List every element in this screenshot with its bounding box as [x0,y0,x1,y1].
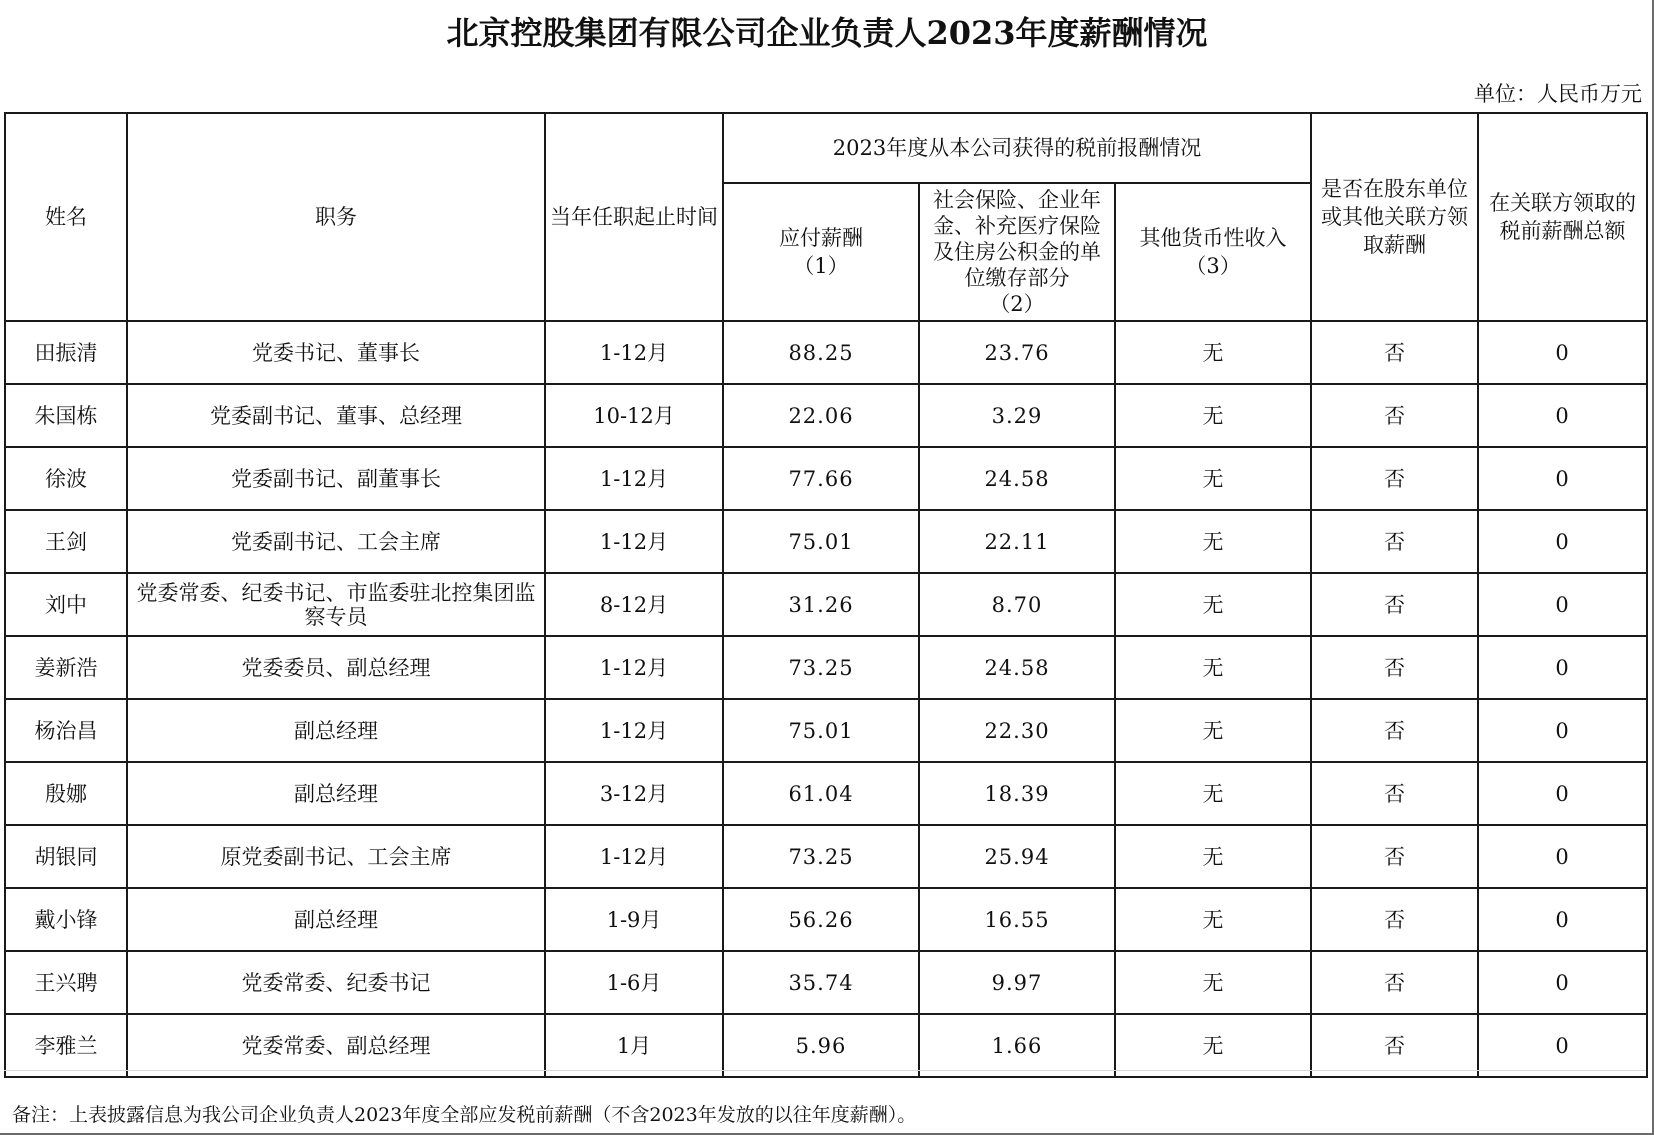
cell-name: 王兴聘 [5,951,127,1014]
cell-related-total: 0 [1478,951,1647,1014]
cell-other-income: 无 [1115,636,1311,699]
cell-related-party: 否 [1311,951,1478,1014]
cell-name: 王剑 [5,510,127,573]
cell-name: 戴小锋 [5,888,127,951]
header-related-total: 在关联方领取的税前薪酬总额 [1478,113,1647,321]
cell-term: 3-12月 [545,762,723,825]
cell-salary: 61.04 [723,762,919,825]
cell-salary: 75.01 [723,699,919,762]
cell-related-party: 否 [1311,699,1478,762]
cell-related-party: 否 [1311,447,1478,510]
cell-position: 党委常委、纪委书记 [127,951,545,1014]
cell-related-total: 0 [1478,510,1647,573]
cell-other-income: 无 [1115,888,1311,951]
cell-position: 党委书记、董事长 [127,321,545,384]
cell-related-party: 否 [1311,636,1478,699]
cell-related-total: 0 [1478,447,1647,510]
cell-term: 1-12月 [545,699,723,762]
cell-name: 田振清 [5,321,127,384]
cell-other-income: 无 [1115,510,1311,573]
header-name: 姓名 [5,113,127,321]
cell-salary: 88.25 [723,321,919,384]
cell-position: 副总经理 [127,762,545,825]
table-row [5,1014,1647,1077]
header-position: 职务 [127,113,545,321]
cell-related-party: 否 [1311,384,1478,447]
header-salary: 应付薪酬 （1） [723,183,919,321]
table-row [5,510,1647,573]
cell-related-total: 0 [1478,699,1647,762]
footnote: 备注：上表披露信息为我公司企业负责人2023年度全部应发税前薪酬（不含2023年发放的以往年度薪酬）。 [12,1104,917,1126]
cell-name: 李雅兰 [5,1014,127,1077]
cell-position: 副总经理 [127,699,545,762]
cell-related-party: 否 [1311,762,1478,825]
cell-insurance: 23.76 [919,321,1115,384]
cell-position: 党委委员、副总经理 [127,636,545,699]
cell-name: 殷娜 [5,762,127,825]
cell-name: 徐波 [5,447,127,510]
cell-insurance: 22.30 [919,699,1115,762]
cell-salary: 22.06 [723,384,919,447]
cell-position: 党委常委、副总经理 [127,1014,545,1077]
compensation-table [4,112,1648,1078]
cell-salary: 35.74 [723,951,919,1014]
cell-position: 原党委副书记、工会主席 [127,825,545,888]
cell-insurance: 24.58 [919,447,1115,510]
cell-related-total: 0 [1478,888,1647,951]
cell-term: 1-12月 [545,321,723,384]
table-row [5,888,1647,951]
cell-related-total: 0 [1478,384,1647,447]
cell-term: 1-9月 [545,888,723,951]
header-group: 2023年度从本公司获得的税前报酬情况 [723,113,1311,183]
cell-related-party: 否 [1311,1014,1478,1077]
cell-term: 8-12月 [545,573,723,636]
cell-other-income: 无 [1115,447,1311,510]
cell-related-party: 否 [1311,510,1478,573]
note-divider [4,1070,1646,1071]
cell-name: 杨治昌 [5,699,127,762]
cell-related-total: 0 [1478,636,1647,699]
cell-term: 1-12月 [545,825,723,888]
table-row [5,321,1647,384]
cell-term: 10-12月 [545,384,723,447]
cell-name: 朱国栋 [5,384,127,447]
unit-label: 单位：人民币万元 [1474,82,1642,106]
cell-position: 副总经理 [127,888,545,951]
cell-insurance: 22.11 [919,510,1115,573]
table-row [5,699,1647,762]
cell-related-total: 0 [1478,573,1647,636]
table-row [5,762,1647,825]
cell-salary: 77.66 [723,447,919,510]
cell-position: 党委副书记、副董事长 [127,447,545,510]
cell-name: 姜新浩 [5,636,127,699]
cell-salary: 73.25 [723,636,919,699]
cell-other-income: 无 [1115,762,1311,825]
table-row [5,951,1647,1014]
cell-related-total: 0 [1478,1014,1647,1077]
cell-related-total: 0 [1478,762,1647,825]
cell-name: 胡银同 [5,825,127,888]
cell-other-income: 无 [1115,573,1311,636]
cell-other-income: 无 [1115,699,1311,762]
cell-position: 党委副书记、工会主席 [127,510,545,573]
table-row [5,384,1647,447]
cell-insurance: 9.97 [919,951,1115,1014]
cell-related-party: 否 [1311,888,1478,951]
cell-salary: 5.96 [723,1014,919,1077]
cell-related-total: 0 [1478,825,1647,888]
cell-related-party: 否 [1311,573,1478,636]
cell-insurance: 18.39 [919,762,1115,825]
cell-term: 1-12月 [545,636,723,699]
cell-salary: 31.26 [723,573,919,636]
cell-insurance: 3.29 [919,384,1115,447]
cell-salary: 56.26 [723,888,919,951]
cell-term: 1-12月 [545,510,723,573]
cell-related-total: 0 [1478,321,1647,384]
cell-insurance: 24.58 [919,636,1115,699]
header-other-income: 其他货币性收入 （3） [1115,183,1311,321]
table-row [5,573,1647,636]
cell-term: 1-6月 [545,951,723,1014]
cell-insurance: 8.70 [919,573,1115,636]
cell-position: 党委常委、纪委书记、市监委驻北控集团监察专员 [127,573,545,636]
header-term: 当年任职起止时间 [545,113,723,321]
cell-insurance: 25.94 [919,825,1115,888]
cell-other-income: 无 [1115,1014,1311,1077]
cell-term: 1月 [545,1014,723,1077]
header-insurance: 社会保险、企业年金、补充医疗保险及住房公积金的单位缴存部分 （2） [919,183,1115,321]
header-row-top [5,113,1647,183]
header-related-party: 是否在股东单位或其他关联方领取薪酬 [1311,113,1478,321]
cell-other-income: 无 [1115,951,1311,1014]
cell-insurance: 1.66 [919,1014,1115,1077]
cell-position: 党委副书记、董事、总经理 [127,384,545,447]
table-row [5,825,1647,888]
cell-salary: 75.01 [723,510,919,573]
cell-other-income: 无 [1115,825,1311,888]
cell-name: 刘中 [5,573,127,636]
cell-term: 1-12月 [545,447,723,510]
cell-related-party: 否 [1311,321,1478,384]
cell-related-party: 否 [1311,825,1478,888]
cell-insurance: 16.55 [919,888,1115,951]
cell-other-income: 无 [1115,321,1311,384]
table-row [5,636,1647,699]
cell-salary: 73.25 [723,825,919,888]
page-title: 北京控股集团有限公司企业负责人2023年度薪酬情况 [446,14,1208,52]
cell-other-income: 无 [1115,384,1311,447]
table-row [5,447,1647,510]
